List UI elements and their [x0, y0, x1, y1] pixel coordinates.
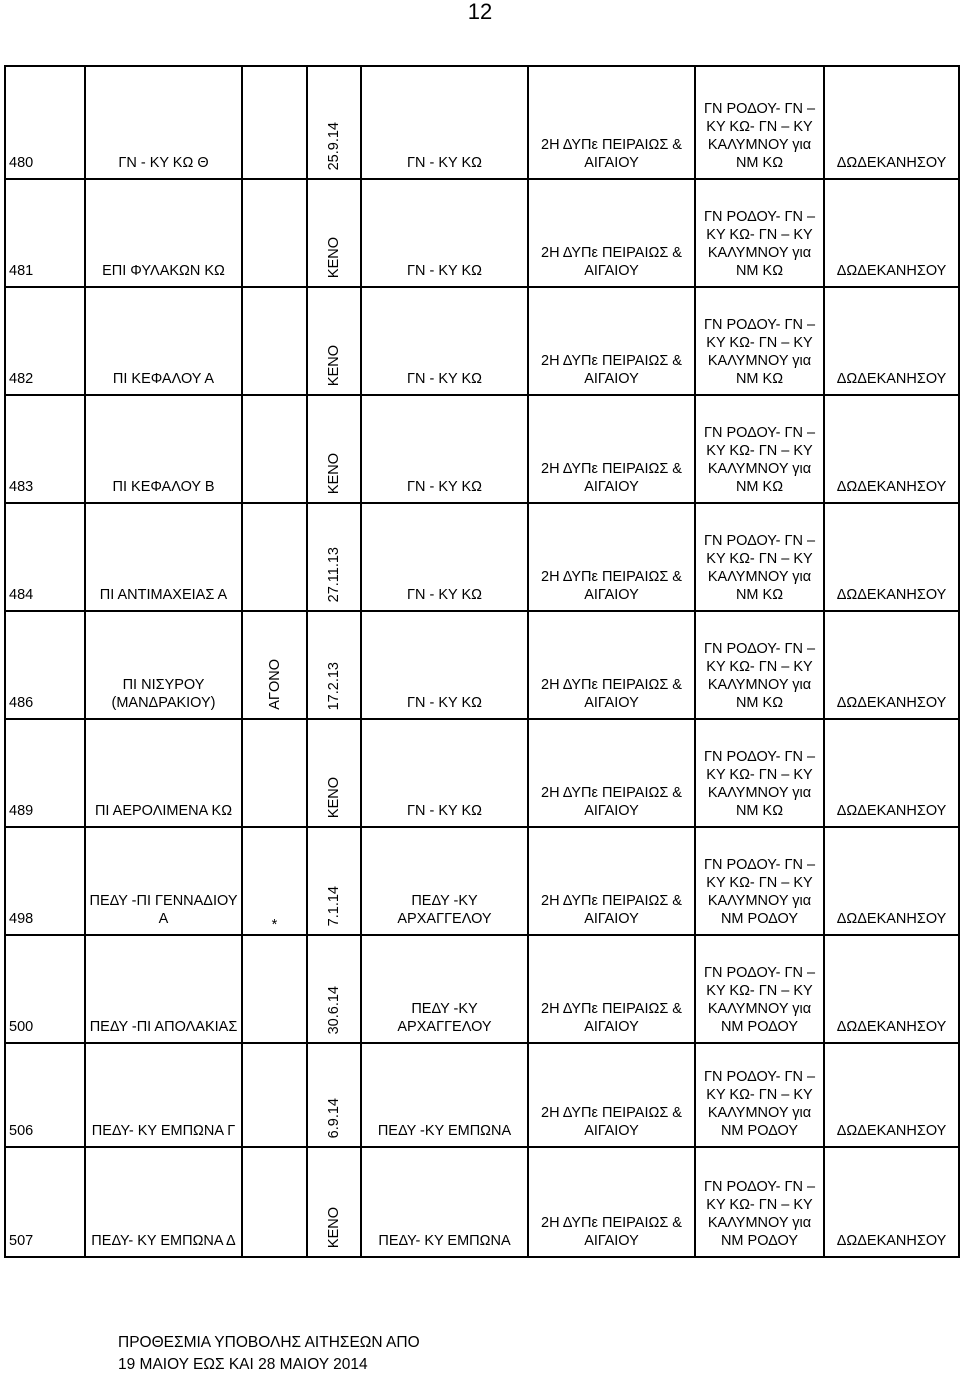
table-body [5, 66, 959, 1257]
row-number: 498 [9, 911, 34, 927]
health-region-cell [528, 719, 695, 827]
health-region-cell [528, 935, 695, 1043]
vacancy-date: 27.11.13 [326, 546, 342, 602]
health-region: 2Η ΔΥΠε ΠΕΙΡΑΙΩΣ & ΑΙΓΑΙΟΥ [541, 1105, 682, 1139]
health-center: ΓΝ - ΚΥ ΚΩ [407, 479, 482, 495]
prefecture: ΔΩΔΕΚΑΝΗΣΟΥ [836, 371, 947, 387]
unit-name: ΠΕΔΥ -ΠΙ ΑΠΟΛΑΚΙΑΣ [89, 1019, 238, 1035]
vacancy-date-cell [307, 611, 361, 719]
positions-table [4, 65, 960, 1258]
health-center-cell [361, 179, 528, 287]
row-number: 500 [9, 1019, 34, 1035]
health-center: ΓΝ - ΚΥ ΚΩ [407, 371, 482, 387]
health-region-cell [528, 827, 695, 935]
hospital-group: ΓΝ ΡΟΔΟΥ- ΓΝ – ΚΥ ΚΩ- ΓΝ – ΚΥ ΚΑΛΥΜΝΟΥ για ΝΜ ΚΩ [703, 749, 816, 819]
hospital-group-cell [695, 179, 824, 287]
hospital-group: ΓΝ ΡΟΔΟΥ- ΓΝ – ΚΥ ΚΩ- ΓΝ – ΚΥ ΚΑΛΥΜΝΟΥ για ΝΜ ΚΩ [703, 209, 816, 279]
health-center: ΠΕΔΥ -ΚΥ ΕΜΠΩΝΑ [377, 1123, 512, 1139]
hospital-group-cell [695, 1147, 824, 1257]
health-region: 2Η ΔΥΠε ΠΕΙΡΑΙΩΣ & ΑΙΓΑΙΟΥ [541, 353, 682, 387]
health-center-cell [361, 827, 528, 935]
unit-name-cell [85, 1043, 242, 1147]
table-row [5, 503, 959, 611]
status-mark-cell [242, 935, 307, 1043]
unit-name-cell [85, 611, 242, 719]
unit-name: ΠΙ ΚΕΦΑΛΟΥ Β [112, 479, 215, 495]
deadline-line-2: 19 ΜΑΙΟΥ ΕΩΣ ΚΑΙ 28 ΜΑΙΟΥ 2014 [118, 1356, 368, 1373]
prefecture-cell [824, 503, 959, 611]
status-mark-cell [242, 179, 307, 287]
hospital-group-cell [695, 719, 824, 827]
application-deadline-note [118, 1332, 420, 1376]
vacancy-date-cell [307, 1147, 361, 1257]
row-number: 486 [9, 695, 34, 711]
hospital-group: ΓΝ ΡΟΔΟΥ- ΓΝ – ΚΥ ΚΩ- ΓΝ – ΚΥ ΚΑΛΥΜΝΟΥ για ΝΜ ΚΩ [703, 533, 816, 603]
prefecture: ΔΩΔΕΚΑΝΗΣΟΥ [836, 1233, 947, 1249]
vacancy-date-cell [307, 1043, 361, 1147]
prefecture-cell [824, 66, 959, 179]
row-number-cell [5, 179, 85, 287]
prefecture-cell [824, 179, 959, 287]
hospital-group: ΓΝ ΡΟΔΟΥ- ΓΝ – ΚΥ ΚΩ- ΓΝ – ΚΥ ΚΑΛΥΜΝΟΥ για ΝΜ ΡΟΔΟΥ [703, 965, 816, 1035]
vacancy-date: ΚΕΝΟ [326, 452, 342, 494]
status-mark-cell [242, 611, 307, 719]
health-center: ΓΝ - ΚΥ ΚΩ [407, 587, 482, 603]
table-row [5, 287, 959, 395]
status-mark: * [271, 917, 278, 933]
vacancy-date: ΚΕΝΟ [326, 344, 342, 386]
unit-name-cell [85, 719, 242, 827]
unit-name: ΠΙ ΚΕΦΑΛΟΥ Α [112, 371, 215, 387]
page-number: 12 [467, 0, 493, 24]
vacancy-date-cell [307, 935, 361, 1043]
health-region: 2Η ΔΥΠε ΠΕΙΡΑΙΩΣ & ΑΙΓΑΙΟΥ [541, 245, 682, 279]
status-mark-cell [242, 395, 307, 503]
hospital-group-cell [695, 611, 824, 719]
status-mark-cell [242, 1147, 307, 1257]
row-number: 489 [9, 803, 34, 819]
health-center-cell [361, 719, 528, 827]
row-number-cell [5, 287, 85, 395]
health-center: ΓΝ - ΚΥ ΚΩ [407, 263, 482, 279]
prefecture-cell [824, 395, 959, 503]
vacancy-date: 17.2.13 [326, 661, 342, 710]
row-number: 484 [9, 587, 34, 603]
prefecture-cell [824, 611, 959, 719]
row-number: 483 [9, 479, 34, 495]
vacancy-date-cell [307, 66, 361, 179]
vacancy-date: ΚΕΝΟ [326, 1206, 342, 1248]
health-region: 2Η ΔΥΠε ΠΕΙΡΑΙΩΣ & ΑΙΓΑΙΟΥ [541, 137, 682, 171]
status-mark-cell [242, 66, 307, 179]
hospital-group: ΓΝ ΡΟΔΟΥ- ΓΝ – ΚΥ ΚΩ- ΓΝ – ΚΥ ΚΑΛΥΜΝΟΥ για ΝΜ ΚΩ [703, 317, 816, 387]
row-number-cell [5, 66, 85, 179]
health-center: ΓΝ - ΚΥ ΚΩ [407, 695, 482, 711]
table-row [5, 66, 959, 179]
vacancy-date-cell [307, 719, 361, 827]
row-number-cell [5, 827, 85, 935]
hospital-group: ΓΝ ΡΟΔΟΥ- ΓΝ – ΚΥ ΚΩ- ΓΝ – ΚΥ ΚΑΛΥΜΝΟΥ για ΝΜ ΡΟΔΟΥ [703, 1069, 816, 1139]
unit-name-cell [85, 66, 242, 179]
vacancy-date: ΚΕΝΟ [326, 776, 342, 818]
prefecture-cell [824, 935, 959, 1043]
status-mark-cell [242, 503, 307, 611]
row-number-cell [5, 1147, 85, 1257]
status-mark-cell [242, 287, 307, 395]
health-center: ΠΕΔΥ -ΚΥ ΑΡΧΑΓΓΕΛΟΥ [397, 893, 492, 927]
prefecture: ΔΩΔΕΚΑΝΗΣΟΥ [836, 155, 947, 171]
health-region-cell [528, 1043, 695, 1147]
row-number: 481 [9, 263, 34, 279]
vacancy-date: 7.1.14 [326, 885, 342, 926]
row-number: 482 [9, 371, 34, 387]
health-center-cell [361, 503, 528, 611]
unit-name: ΕΠΙ ΦΥΛΑΚΩΝ ΚΩ [102, 263, 225, 279]
row-number-cell [5, 719, 85, 827]
health-region: 2Η ΔΥΠε ΠΕΙΡΑΙΩΣ & ΑΙΓΑΙΟΥ [541, 893, 682, 927]
prefecture: ΔΩΔΕΚΑΝΗΣΟΥ [836, 695, 947, 711]
health-region-cell [528, 503, 695, 611]
unit-name: ΠΙ ΝΙΣΥΡΟΥ (ΜΑΝΔΡΑΚΙΟΥ) [111, 677, 216, 711]
health-center-cell [361, 611, 528, 719]
vacancy-date-cell [307, 827, 361, 935]
row-number: 480 [9, 155, 34, 171]
table-row [5, 1043, 959, 1147]
prefecture-cell [824, 287, 959, 395]
row-number: 507 [9, 1233, 34, 1249]
unit-name-cell [85, 179, 242, 287]
vacancy-date-cell [307, 395, 361, 503]
hospital-group-cell [695, 935, 824, 1043]
status-mark: ΑΓΟΝΟ [266, 659, 283, 710]
health-region-cell [528, 287, 695, 395]
health-center: ΓΝ - ΚΥ ΚΩ [407, 155, 482, 171]
prefecture-cell [824, 827, 959, 935]
unit-name: ΠΕΔΥ- ΚΥ ΕΜΠΩΝΑ Γ [91, 1123, 236, 1139]
row-number-cell [5, 935, 85, 1043]
unit-name-cell [85, 1147, 242, 1257]
vacancy-date-cell [307, 503, 361, 611]
unit-name-cell [85, 827, 242, 935]
hospital-group: ΓΝ ΡΟΔΟΥ- ΓΝ – ΚΥ ΚΩ- ΓΝ – ΚΥ ΚΑΛΥΜΝΟΥ για ΝΜ ΚΩ [703, 641, 816, 711]
unit-name: ΠΕΔΥ- ΚΥ ΕΜΠΩΝΑ Δ [91, 1233, 236, 1249]
unit-name-cell [85, 395, 242, 503]
prefecture: ΔΩΔΕΚΑΝΗΣΟΥ [836, 911, 947, 927]
health-region-cell [528, 1147, 695, 1257]
health-center-cell [361, 66, 528, 179]
hospital-group-cell [695, 395, 824, 503]
status-mark-cell [242, 1043, 307, 1147]
table-row [5, 1147, 959, 1257]
hospital-group-cell [695, 287, 824, 395]
health-center: ΠΕΔΥ -ΚΥ ΑΡΧΑΓΓΕΛΟΥ [397, 1001, 492, 1035]
prefecture: ΔΩΔΕΚΑΝΗΣΟΥ [836, 803, 947, 819]
hospital-group-cell [695, 827, 824, 935]
row-number-cell [5, 1043, 85, 1147]
health-center: ΠΕΔΥ- ΚΥ ΕΜΠΩΝΑ [378, 1233, 511, 1249]
health-region: 2Η ΔΥΠε ΠΕΙΡΑΙΩΣ & ΑΙΓΑΙΟΥ [541, 1215, 682, 1249]
table-row [5, 719, 959, 827]
vacancy-date-cell [307, 179, 361, 287]
vacancy-date-cell [307, 287, 361, 395]
unit-name-cell [85, 935, 242, 1043]
hospital-group: ΓΝ ΡΟΔΟΥ- ΓΝ – ΚΥ ΚΩ- ΓΝ – ΚΥ ΚΑΛΥΜΝΟΥ για ΝΜ ΚΩ [703, 425, 816, 495]
deadline-line-1: ΠΡΟΘΕΣΜΙΑ ΥΠΟΒΟΛΗΣ ΑΙΤΗΣΕΩΝ ΑΠΟ [118, 1334, 420, 1351]
health-region-cell [528, 395, 695, 503]
unit-name: ΠΕΔΥ -ΠΙ ΓΕΝΝΑΔΙΟΥ Α [89, 893, 238, 927]
table-row [5, 935, 959, 1043]
status-mark-cell [242, 719, 307, 827]
unit-name: ΠΙ ΑΝΤΙΜΑΧΕΙΑΣ Α [99, 587, 228, 603]
row-number-cell [5, 395, 85, 503]
unit-name: ΓΝ - ΚΥ ΚΩ Θ [118, 155, 209, 171]
hospital-group: ΓΝ ΡΟΔΟΥ- ΓΝ – ΚΥ ΚΩ- ΓΝ – ΚΥ ΚΑΛΥΜΝΟΥ για ΝΜ ΡΟΔΟΥ [703, 857, 816, 927]
prefecture: ΔΩΔΕΚΑΝΗΣΟΥ [836, 1019, 947, 1035]
health-center-cell [361, 1043, 528, 1147]
prefecture: ΔΩΔΕΚΑΝΗΣΟΥ [836, 1123, 947, 1139]
hospital-group-cell [695, 66, 824, 179]
vacancy-date: ΚΕΝΟ [326, 236, 342, 278]
vacancy-date: 25.9.14 [326, 121, 342, 170]
health-region: 2Η ΔΥΠε ΠΕΙΡΑΙΩΣ & ΑΙΓΑΙΟΥ [541, 461, 682, 495]
prefecture: ΔΩΔΕΚΑΝΗΣΟΥ [836, 479, 947, 495]
health-center-cell [361, 1147, 528, 1257]
hospital-group-cell [695, 1043, 824, 1147]
health-center-cell [361, 935, 528, 1043]
table-row [5, 179, 959, 287]
unit-name: ΠΙ ΑΕΡΟΛΙΜΕΝΑ ΚΩ [94, 803, 233, 819]
vacancy-date: 30.6.14 [326, 985, 342, 1034]
row-number-cell [5, 503, 85, 611]
table-row [5, 827, 959, 935]
prefecture-cell [824, 1147, 959, 1257]
table-row [5, 395, 959, 503]
health-region-cell [528, 611, 695, 719]
row-number-cell [5, 611, 85, 719]
prefecture: ΔΩΔΕΚΑΝΗΣΟΥ [836, 587, 947, 603]
health-region: 2Η ΔΥΠε ΠΕΙΡΑΙΩΣ & ΑΙΓΑΙΟΥ [541, 1001, 682, 1035]
health-center-cell [361, 395, 528, 503]
health-region: 2Η ΔΥΠε ΠΕΙΡΑΙΩΣ & ΑΙΓΑΙΟΥ [541, 785, 682, 819]
prefecture: ΔΩΔΕΚΑΝΗΣΟΥ [836, 263, 947, 279]
health-region: 2Η ΔΥΠε ΠΕΙΡΑΙΩΣ & ΑΙΓΑΙΟΥ [541, 569, 682, 603]
row-number: 506 [9, 1123, 34, 1139]
health-region-cell [528, 66, 695, 179]
vacancy-date: 6.9.14 [326, 1097, 342, 1138]
hospital-group: ΓΝ ΡΟΔΟΥ- ΓΝ – ΚΥ ΚΩ- ΓΝ – ΚΥ ΚΑΛΥΜΝΟΥ για ΝΜ ΡΟΔΟΥ [703, 1179, 816, 1249]
health-center-cell [361, 287, 528, 395]
hospital-group: ΓΝ ΡΟΔΟΥ- ΓΝ – ΚΥ ΚΩ- ΓΝ – ΚΥ ΚΑΛΥΜΝΟΥ για ΝΜ ΚΩ [703, 101, 816, 171]
prefecture-cell [824, 1043, 959, 1147]
unit-name-cell [85, 503, 242, 611]
table-row [5, 611, 959, 719]
prefecture-cell [824, 719, 959, 827]
health-region-cell [528, 179, 695, 287]
health-center: ΓΝ - ΚΥ ΚΩ [407, 803, 482, 819]
health-region: 2Η ΔΥΠε ΠΕΙΡΑΙΩΣ & ΑΙΓΑΙΟΥ [541, 677, 682, 711]
unit-name-cell [85, 287, 242, 395]
status-mark-cell [242, 827, 307, 935]
hospital-group-cell [695, 503, 824, 611]
